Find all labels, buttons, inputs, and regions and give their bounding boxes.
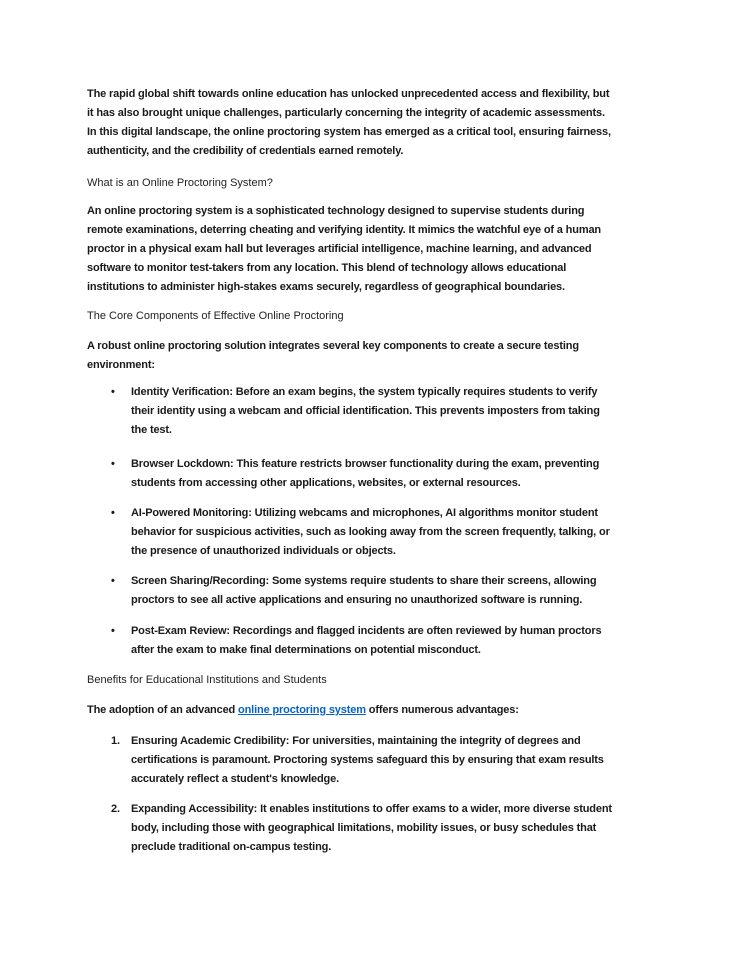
text-line: students from accessing other applications, websites, or external resources.: [131, 477, 521, 489]
text-line: [87, 701, 519, 720]
text-line: A robust online proctoring solution integrates several key components to create a secure testing: [87, 340, 579, 352]
components-lead-paragraph: [87, 337, 579, 375]
section-heading: What is an Online Proctoring System?: [87, 177, 273, 189]
text-line: authenticity, and the credibility of credentials earned remotely.: [87, 145, 404, 157]
text-line: certifications is paramount. Proctoring systems safeguard this by ensuring that exam results: [131, 754, 604, 766]
text-line: body, including those with geographical limitations, mobility issues, or busy schedules that: [131, 822, 597, 834]
text-line: accurately reflect a student's knowledge.: [131, 773, 339, 785]
item-number: 1.: [111, 735, 120, 747]
text-line: Identity Verification: Before an exam begins, the system typically requires students to verify: [131, 386, 598, 398]
text-line: An online proctoring system is a sophisticated technology designed to supervise students during: [87, 205, 585, 217]
text-line: proctors to see all active applications and ensuring no unauthorized software is running.: [131, 594, 583, 606]
text-line: the test.: [131, 424, 172, 436]
bullet-icon: •: [111, 575, 115, 587]
bullet-icon: •: [111, 625, 115, 637]
text-fragment: The adoption of an advanced: [87, 704, 239, 716]
section-heading: The Core Components of Effective Online Proctoring: [87, 310, 344, 322]
online-proctoring-system-link[interactable]: online proctoring system: [238, 704, 366, 716]
bullet-icon: •: [111, 458, 115, 470]
text-line: after the exam to make final determinations on potential misconduct.: [131, 644, 481, 656]
definition-paragraph: [87, 202, 601, 297]
bullet-icon: •: [111, 507, 115, 519]
bullet-icon: •: [111, 386, 115, 398]
text-line: proctor in a physical exam hall but leverages artificial intelligence, machine learning, and advanced: [87, 243, 592, 255]
text-line: behavior for suspicious activities, such as looking away from the screen frequently, talking, or: [131, 526, 610, 538]
text-line: Screen Sharing/Recording: Some systems require students to share their screens, allowing: [131, 575, 597, 587]
text-line: it has also brought unique challenges, particularly concerning the integrity of academic assessments.: [87, 107, 605, 119]
item-number: 2.: [111, 803, 120, 815]
intro-paragraph: [87, 85, 611, 161]
section-heading: Benefits for Educational Institutions and Students: [87, 674, 327, 686]
text-line: environment:: [87, 359, 155, 371]
text-line: Ensuring Academic Credibility: For universities, maintaining the integrity of degrees and: [131, 735, 581, 747]
text-line: Browser Lockdown: This feature restricts browser functionality during the exam, preventing: [131, 458, 600, 470]
text-line: software to monitor test-takers from any location. This blend of technology allows educational: [87, 262, 567, 274]
text-line: Expanding Accessibility: It enables institutions to offer exams to a wider, more diverse student: [131, 803, 612, 815]
text-line: their identity using a webcam and official identification. This prevents imposters from taking: [131, 405, 600, 417]
text-line: the presence of unauthorized individuals or objects.: [131, 545, 396, 557]
text-line: In this digital landscape, the online proctoring system has emerged as a critical tool, ensuring fairness,: [87, 126, 611, 138]
text-line: The rapid global shift towards online education has unlocked unprecedented access and flexibility, but: [87, 88, 610, 100]
text-line: remote examinations, deterring cheating and verifying identity. It mimics the watchful eye of a human: [87, 224, 601, 236]
text-line: AI-Powered Monitoring: Utilizing webcams and microphones, AI algorithms monitor student: [131, 507, 598, 519]
text-line: preclude traditional on-campus testing.: [131, 841, 332, 853]
text-line: institutions to administer high-stakes exams securely, regardless of geographical boundaries.: [87, 281, 565, 293]
text-fragment: offers numerous advantages:: [365, 704, 519, 716]
benefits-lead-paragraph: [87, 701, 519, 720]
text-line: Post-Exam Review: Recordings and flagged incidents are often reviewed by human proctors: [131, 625, 602, 637]
